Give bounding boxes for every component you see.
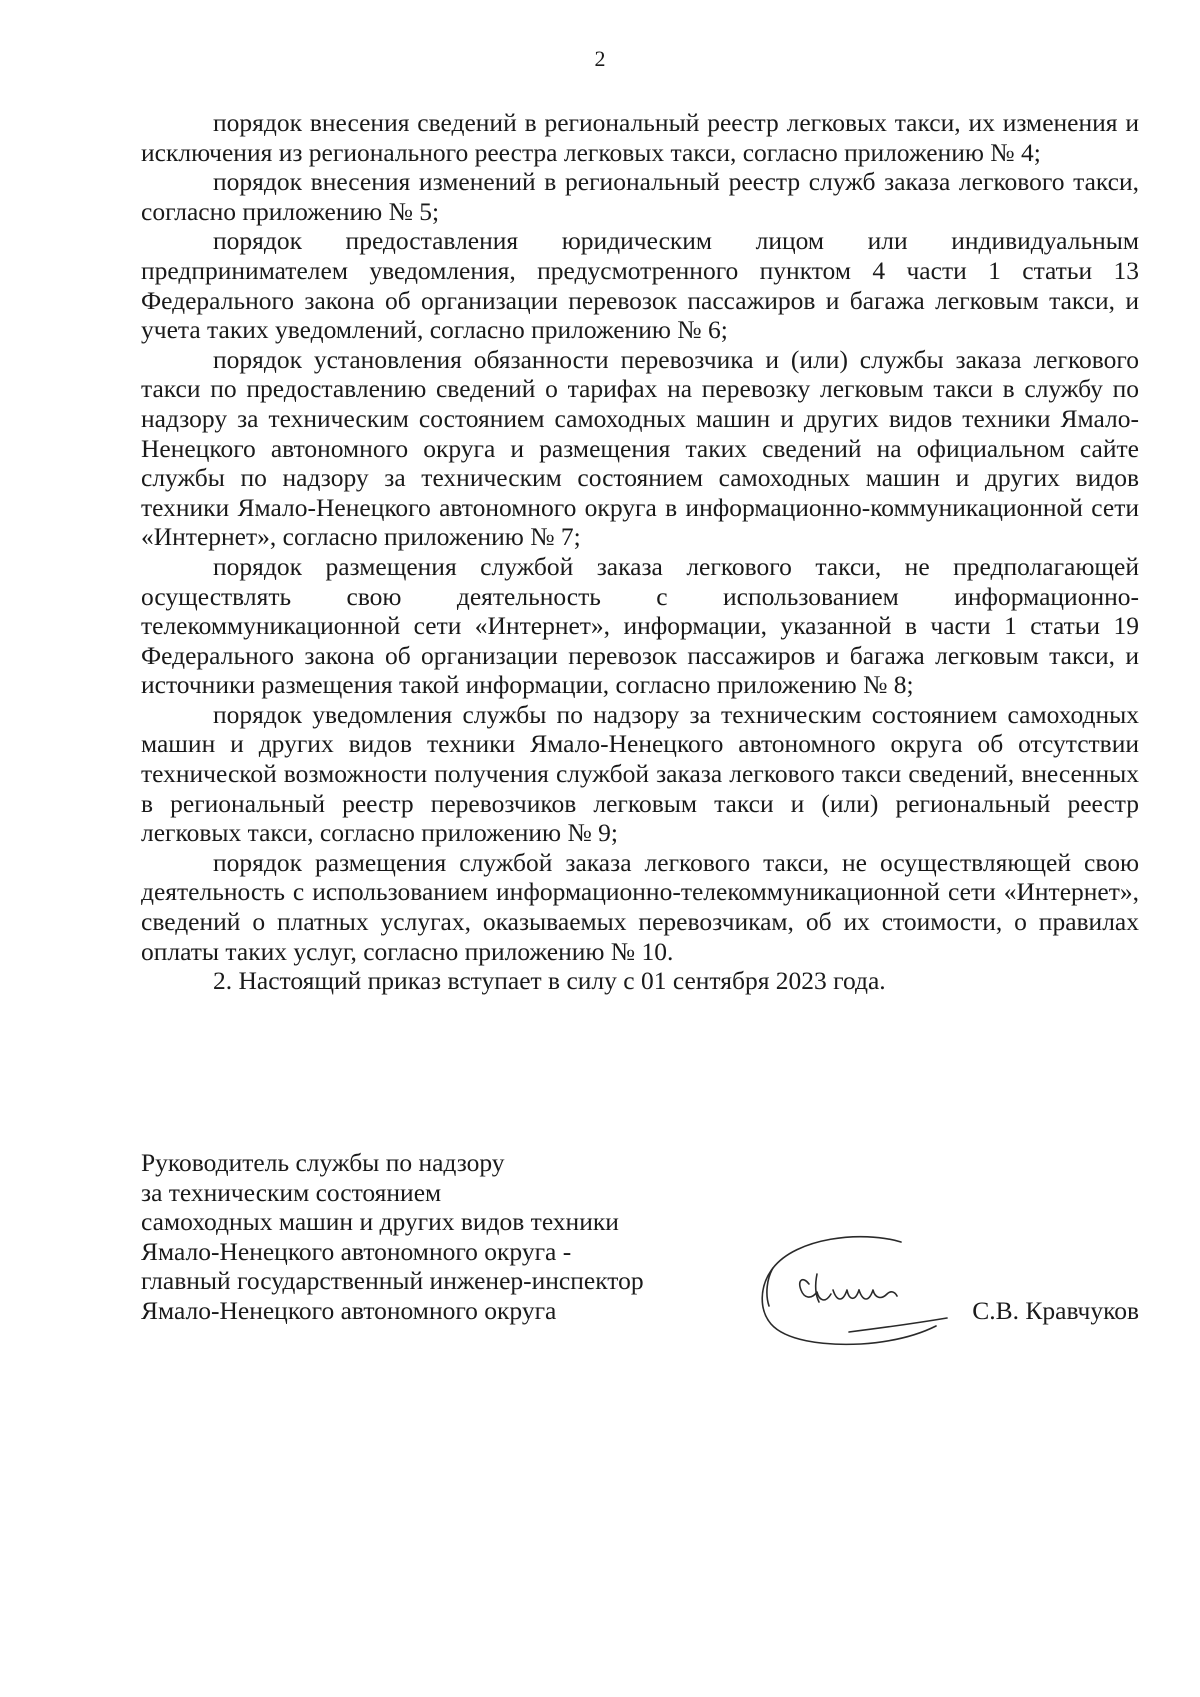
paragraph-appendix-6: порядок предоставления юридическим лицом или индивидуальным предпринимателем уведомления, предусмотренного пунктом 4 части 1 статьи 13 Федерального закона об организации перевозок пассажиров и багажа легковым такси, и учета таких уведомлений, согласно приложению № 6;	[141, 226, 1139, 345]
signer-title-line: Руководитель службы по надзору	[141, 1148, 505, 1177]
paragraph-appendix-9: порядок уведомления службы по надзору за техническим состоянием самоходных машин и других видов техники Ямало-Ненецкого автономного округа об отсутствии технической возможности получения службой заказа легкового такси сведений, внесенных в региональный реестр перевозчиков легковым такси и (или) региональный реестр легковых такси, согласно приложению № 9;	[141, 699, 1139, 848]
paragraph-appendix-5: порядок внесения изменений в региональный реестр служб заказа легкового такси, согласно приложению № 5;	[141, 167, 1139, 226]
paragraph-effective-date: 2. Настоящий приказ вступает в силу с 01 сентября 2023 года.	[213, 966, 886, 996]
signer-title-line: Ямало-Ненецкого автономного округа -	[141, 1236, 572, 1266]
paragraph-appendix-4: порядок внесения сведений в региональный реестр легковых такси, их изменения и исключения из регионального реестра легковых такси, согласно приложению № 4;	[141, 108, 1139, 167]
order-body	[141, 108, 1139, 996]
paragraph-appendix-7: порядок установления обязанности перевозчика и (или) службы заказа легкового такси по предоставлению сведений о тарифах на перевозку легковым такси в службу по надзору за техническим состоянием самоходных машин и других видов техники Ямало-Ненецкого автономного округа и размещения таких сведений на официальном сайте службы по надзору за техническим состоянием самоходных машин и других видов техники Ямало-Ненецкого автономного округа в информационно-коммуникационной сети «Интернет», согласно приложению № 7;	[141, 344, 1139, 552]
signer-title-line: самоходных машин и других видов техники	[141, 1207, 619, 1237]
signer-title-line: главный государственный инженер-инспектор	[141, 1266, 644, 1296]
signer-title-line: за техническим состоянием	[141, 1177, 442, 1207]
paragraph-appendix-10: порядок размещения службой заказа легкового такси, не осуществляющей свою деятельность с использованием информационно-телекоммуникационной сети «Интернет», сведений о платных услугах, оказываемых перевозчикам, об их стоимости, о правилах оплаты таких услуг, согласно приложению № 10.	[141, 847, 1139, 966]
signer-title	[141, 1148, 761, 1326]
signer-name: С.В. Кравчуков	[972, 1296, 1139, 1325]
page-number: 2	[594, 46, 606, 71]
handwritten-signature-icon	[751, 1228, 961, 1358]
signer-title-line: Ямало-Ненецкого автономного округа	[141, 1295, 557, 1325]
signature-block	[141, 1148, 1139, 1348]
paragraph-appendix-8: порядок размещения службой заказа легкового такси, не предполагающей осуществлять свою деятельность с использованием информационно-телекоммуникационной сети «Интернет», информации, указанной в части 1 статьи 19 Федерального закона об организации перевозок пассажиров и багажа легковым такси, и источники размещения такой информации, согласно приложению № 8;	[141, 551, 1139, 700]
